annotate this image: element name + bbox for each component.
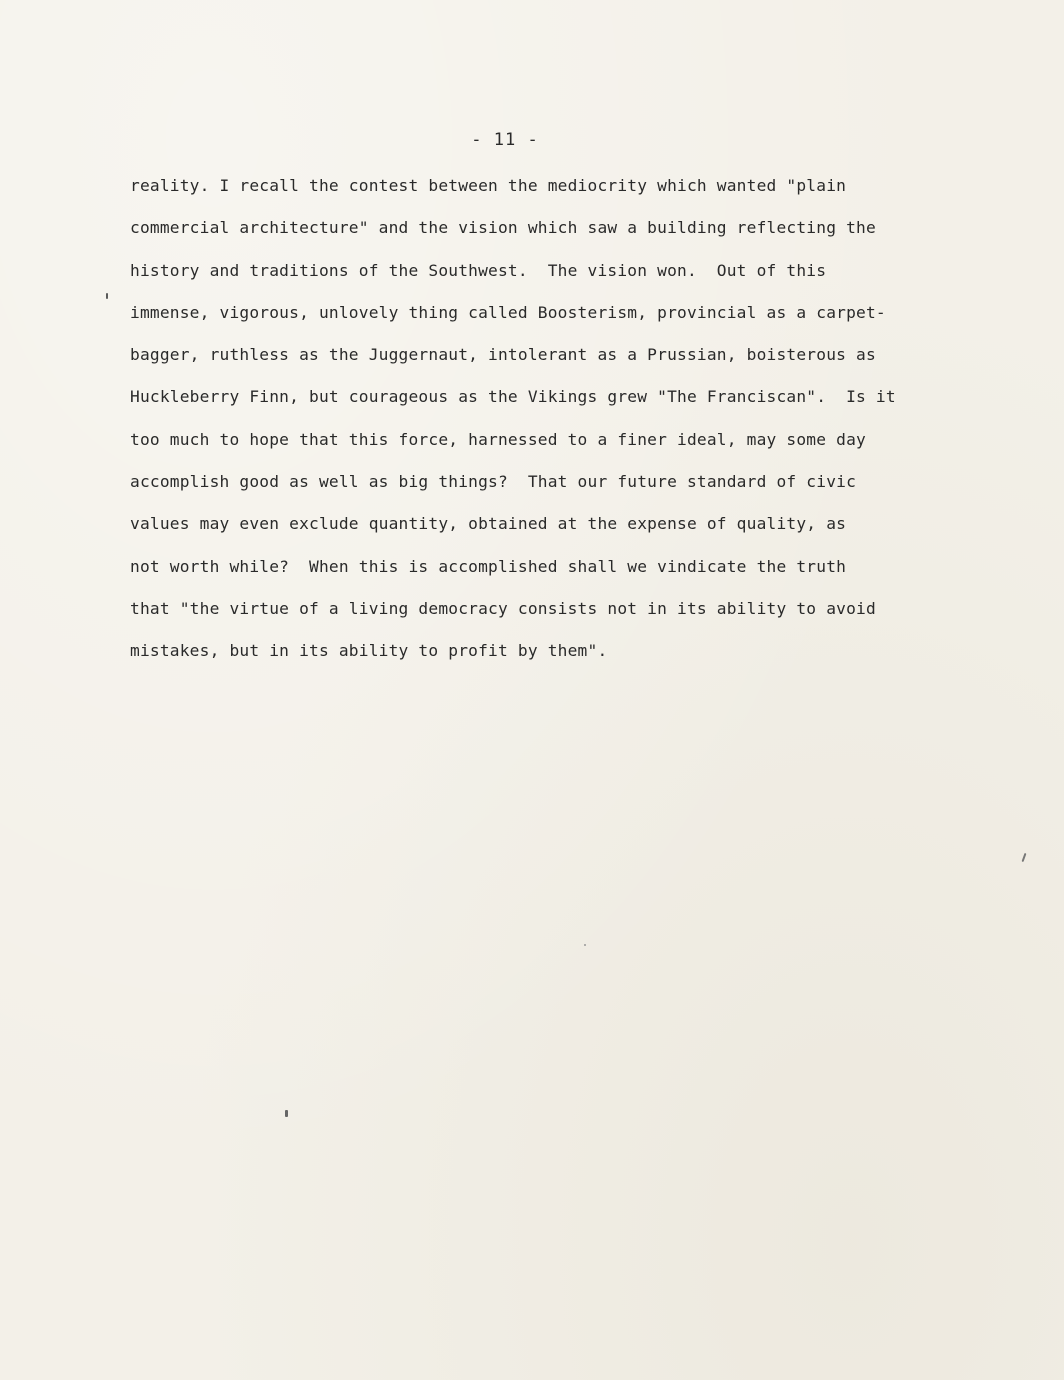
text-line: immense, vigorous, unlovely thing called Boosterism, provincial as a carpet- (130, 302, 886, 322)
paper-mark (106, 293, 108, 299)
text-line: history and traditions of the Southwest. The vision won. Out of this (130, 260, 827, 280)
text-line: values may even exclude quantity, obtained at the expense of quality, as (130, 514, 847, 534)
text-line: bagger, ruthless as the Juggernaut, intolerant as a Prussian, boisterous as (130, 345, 876, 365)
page-number: - 11 - (471, 130, 539, 150)
text-line: Huckleberry Finn, but courageous as the Vikings grew "The Franciscan". Is it (130, 387, 896, 407)
paper-mark (584, 944, 586, 946)
paper-mark (285, 1110, 288, 1117)
body-text (130, 172, 960, 680)
text-line: accomplish good as well as big things? That our future standard of civic (130, 472, 857, 492)
paper-mark (1022, 853, 1027, 862)
text-line: not worth while? When this is accomplished shall we vindicate the truth (130, 556, 847, 576)
text-line: mistakes, but in its ability to profit by them". (130, 641, 608, 661)
text-line: that "the virtue of a living democracy consists not in its ability to avoid (130, 598, 876, 618)
text-line: commercial architecture" and the vision which saw a building reflecting the (130, 218, 876, 238)
text-line: reality. I recall the contest between the mediocrity which wanted "plain (130, 176, 847, 195)
text-line: too much to hope that this force, harnessed to a finer ideal, may some day (130, 429, 866, 449)
